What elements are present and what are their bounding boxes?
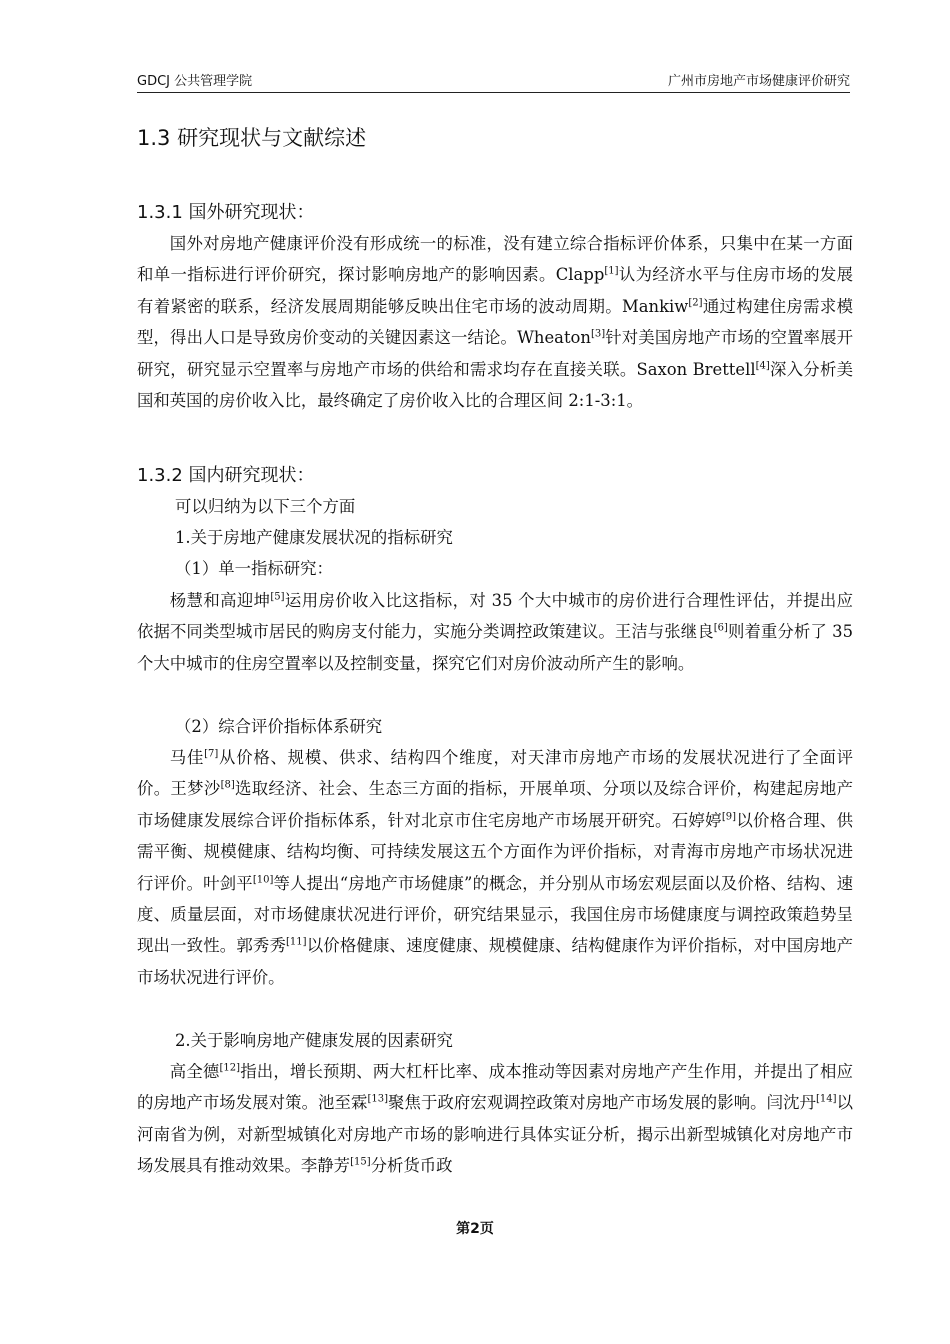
page-header (137, 70, 850, 93)
citation-ref: [6] (713, 622, 728, 634)
citation-ref: [5] (270, 591, 285, 603)
citation-ref: [1] (604, 265, 619, 277)
heading-composite-index: （2）综合评价指标体系研究 (175, 717, 383, 736)
citation-ref: [14] (816, 1093, 837, 1105)
factors-paragraph: 高全德[12]指出，增长预期、两大杠杆比率、成本推动等因素对房地产产生作用，并提出了相应的房地产市场发展对策。池至霖[13]聚焦于政府宏观调控政策对房地产市场发展的影响。闫沈丹[14]以河南省为例，对新型城镇化对房地产市场的影响进行具体实证分析，揭示出新型城镇化对房地产市场发展具有推动效果。李静芳[15]分析货币政 (137, 1062, 854, 1176)
citation-ref: [9] (721, 811, 737, 823)
citation-ref: [11] (286, 936, 307, 948)
page-number: 第2页 (456, 1221, 494, 1237)
foreign-paragraph: 国外对房地产健康评价没有形成统一的标准，没有建立综合指标评价体系，只集中在某一方面和单一指标进行评价研究，探讨影响房地产的影响因素。Clapp[1]认为经济水平与住房市场的发展有着紧密的联系，经济发展周期能够反映出住宅市场的波动周期。Mankiw[2]通过构建住房需求模型，得出人口是导致房价变动的关键因素这一结论。Wheaton[3]针对美国房地产市场的空置率展开研究，研究显示空置率与房地产市场的供给和需求均存在直接关联。Saxon Brettell[4]深入分析美国和英国的房价收入比，最终确定了房价收入比的合理区间 2:1-3:1。 (137, 234, 853, 411)
subsection-domestic-title: 1.3.2 国内研究现状： (137, 465, 315, 486)
heading-index-research: 1.关于房地产健康发展状况的指标研究 (175, 528, 453, 547)
citation-ref: [8] (220, 779, 235, 791)
header-left: GDCJ 公共管理学院 (137, 74, 253, 89)
citation-ref: [12] (219, 1062, 241, 1074)
citation-ref: [3] (590, 328, 606, 340)
section-title: 1.3 研究现状与文献综述 (137, 126, 367, 150)
intro-line: 可以归纳为以下三个方面 (175, 497, 356, 516)
citation-ref: [10] (252, 874, 274, 886)
citation-ref: [4] (755, 360, 770, 372)
citation-ref: [2] (688, 297, 703, 309)
citation-ref: [15] (350, 1156, 371, 1168)
subsection-foreign-title: 1.3.1 国外研究现状： (137, 202, 315, 223)
citation-ref: [7] (204, 748, 219, 760)
heading-factor-research: 2.关于影响房地产健康发展的因素研究 (175, 1031, 453, 1050)
composite-paragraph: 马佳[7]从价格、规模、供求、结构四个维度，对天津市房地产市场的发展状况进行了全面评价。王梦沙[8]选取经济、社会、生态三方面的指标，开展单项、分项以及综合评价，构建起房地产市场健康发展综合评价指标体系，针对北京市住宅房地产市场展开研究。石婷婷[9]以价格合理、供需平衡、规模健康、结构均衡、可持续发展这五个方面作为评价指标，对青海市房地产市场状况进行评价。叶剑平[10]等人提出“房地产市场健康”的概念，并分别从市场宏观层面以及价格、结构、速度、质量层面，对市场健康状况进行评价，研究结果显示，我国住房市场健康度与调控政策趋势呈现出一致性。郭秀秀[11]以价格健康、速度健康、规模健康、结构健康作为评价指标，对中国房地产市场状况进行评价。 (137, 748, 854, 987)
heading-single-index: （1）单一指标研究： (175, 559, 333, 578)
citation-ref: [13] (367, 1093, 388, 1105)
header-right: 广州市房地产市场健康评价研究 (667, 74, 850, 89)
single-index-paragraph: 杨慧和高迎坤[5]运用房价收入比这指标，对 35 个大中城市的房价进行合理性评估，并提出应依据不同类型城市居民的购房支付能力，实施分类调控政策建议。王洁与张继良[6]则着重分析了 35 个大中城市的住房空置率以及控制变量，探究它们对房价波动所产生的影响。 (137, 591, 854, 673)
